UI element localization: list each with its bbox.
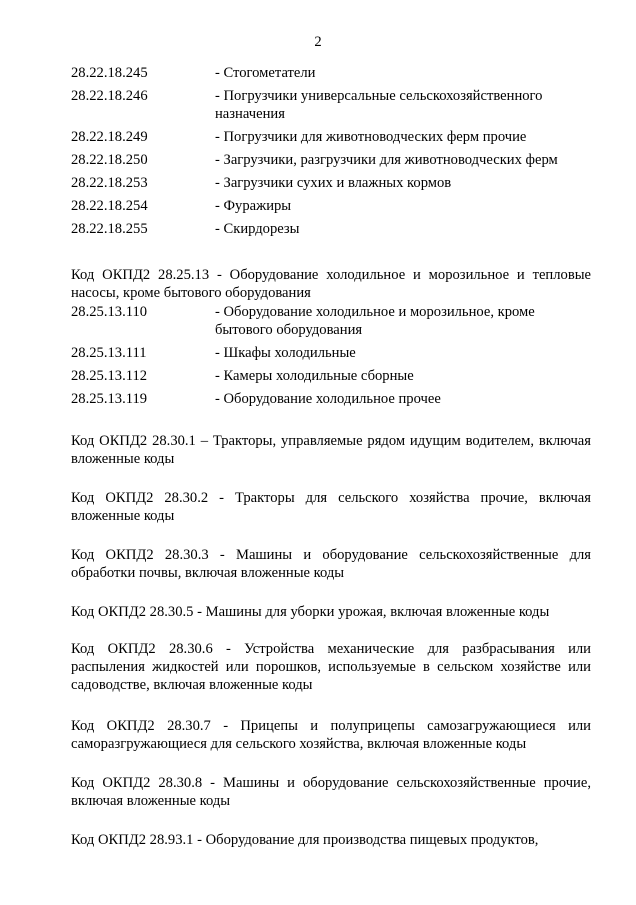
list-item <box>71 220 591 238</box>
list-item <box>71 87 591 123</box>
list-item <box>71 151 591 169</box>
code-list-28-25-13 <box>71 303 591 413</box>
paragraph-28-30-8: Код ОКПД2 28.30.8 - Машины и оборудование сельскохозяйственные прочие, включая вложенные коды <box>71 775 591 809</box>
code-description: - Погрузчики универсальные сельскохозяйственного назначения <box>215 88 543 122</box>
paragraph-28-30-2: Код ОКПД2 28.30.2 - Тракторы для сельского хозяйства прочие, включая вложенные коды <box>71 490 591 524</box>
code-number: 28.22.18.255 <box>71 221 148 237</box>
code-number: 28.22.18.245 <box>71 65 148 81</box>
code-description: - Стогометатели <box>215 65 316 81</box>
code-description: - Погрузчики для животноводческих ферм прочие <box>215 129 527 145</box>
code-number: 28.22.18.254 <box>71 198 148 214</box>
code-number: 28.25.13.112 <box>71 368 148 384</box>
paragraph-28-30-3: Код ОКПД2 28.30.3 - Машины и оборудование сельскохозяйственные для обработки почвы, включая вложенные коды <box>71 547 591 581</box>
code-number: 28.25.13.111 <box>71 345 147 361</box>
page-number: 2 <box>314 34 322 50</box>
code-description: - Шкафы холодильные <box>215 345 356 361</box>
list-item <box>71 197 591 215</box>
section-heading-28-25-13: Код ОКПД2 28.25.13 - Оборудование холодильное и морозильное и тепловые насосы, кроме бытового оборудования <box>71 267 591 301</box>
code-description: - Оборудование холодильное прочее <box>215 391 441 407</box>
code-number: 28.25.13.119 <box>71 391 148 407</box>
list-item <box>71 128 591 146</box>
list-item <box>71 367 591 385</box>
code-number: 28.22.18.246 <box>71 88 148 104</box>
code-description: - Камеры холодильные сборные <box>215 368 414 384</box>
paragraph-28-30-6: Код ОКПД2 28.30.6 - Устройства механические для разбрасывания или распыления жидкостей или порошков, используемые в сельском хозяйстве или садоводстве, включая вложенные коды <box>71 641 591 693</box>
code-description: - Фуражиры <box>215 198 292 214</box>
code-number: 28.22.18.249 <box>71 129 148 145</box>
list-item <box>71 64 591 82</box>
list-item <box>71 303 591 339</box>
code-number: 28.25.13.110 <box>71 304 148 320</box>
paragraph-28-93-1: Код ОКПД2 28.93.1 - Оборудование для производства пищевых продуктов, <box>71 832 539 848</box>
code-description: - Загрузчики сухих и влажных кормов <box>215 175 452 191</box>
code-description: - Оборудование холодильное и морозильное, кроме бытового оборудования <box>215 304 535 338</box>
code-number: 28.22.18.253 <box>71 175 148 191</box>
paragraph-28-30-7: Код ОКПД2 28.30.7 - Прицепы и полуприцепы самозагружающиеся или саморазгружающиеся для сельского хозяйства, включая вложенные коды <box>71 718 591 752</box>
list-item <box>71 390 591 408</box>
paragraph-28-30-5: Код ОКПД2 28.30.5 - Машины для уборки урожая, включая вложенные коды <box>71 604 550 620</box>
paragraph-28-30-1: Код ОКПД2 28.30.1 – Тракторы, управляемые рядом идущим водителем, включая вложенные коды <box>71 433 591 467</box>
list-item <box>71 174 591 192</box>
code-list-28-22-18 <box>71 64 591 243</box>
code-description: - Загрузчики, разгрузчики для животноводческих ферм <box>215 152 558 168</box>
code-description: - Скирдорезы <box>215 221 300 237</box>
list-item <box>71 344 591 362</box>
code-number: 28.22.18.250 <box>71 152 148 168</box>
